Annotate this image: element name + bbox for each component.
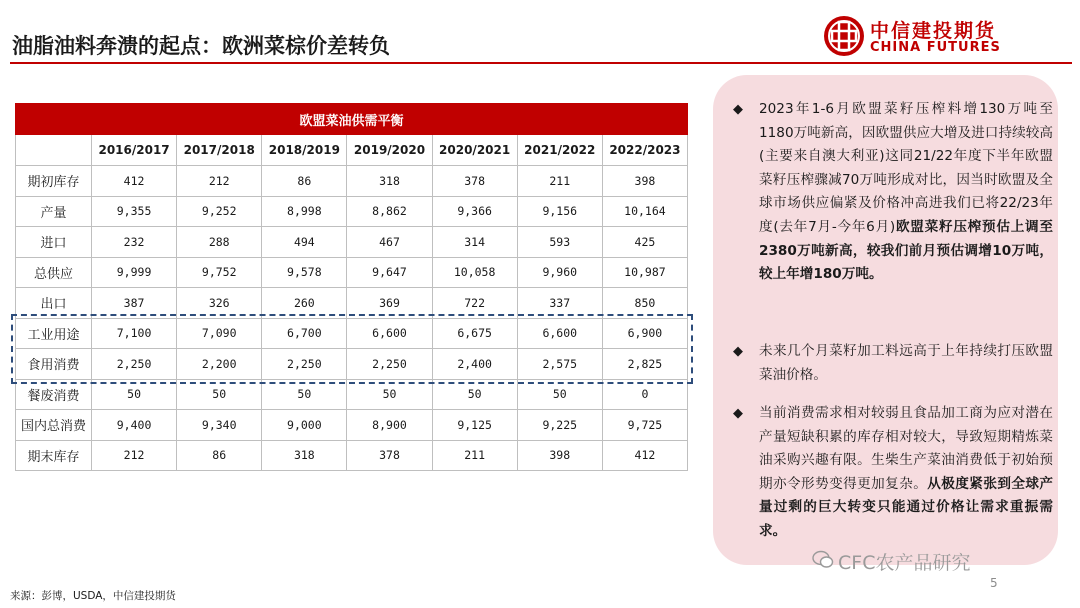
table-cell: 2,200 bbox=[177, 349, 262, 380]
table-cell: 2,250 bbox=[262, 349, 347, 380]
table-cell: 8,900 bbox=[347, 410, 432, 441]
table-cell: 2,400 bbox=[432, 349, 517, 380]
table-cell: 337 bbox=[517, 288, 602, 319]
table-cell: 86 bbox=[262, 166, 347, 197]
table-cell: 9,225 bbox=[517, 410, 602, 441]
table-cell: 9,340 bbox=[177, 410, 262, 441]
table-cell: 378 bbox=[347, 440, 432, 471]
table-cell: 232 bbox=[92, 227, 177, 258]
diamond-bullet-icon: ◆ bbox=[733, 406, 743, 421]
table-cell: 722 bbox=[432, 288, 517, 319]
table-cell: 398 bbox=[602, 166, 687, 197]
citic-logo-icon bbox=[822, 14, 866, 58]
table-cell: 10,987 bbox=[602, 257, 687, 288]
table-cell: 412 bbox=[92, 166, 177, 197]
table-cell: 398 bbox=[517, 440, 602, 471]
table-cell: 212 bbox=[177, 166, 262, 197]
table-cell: 8,862 bbox=[347, 196, 432, 227]
table-row bbox=[16, 440, 688, 471]
table-row bbox=[16, 257, 688, 288]
row-label: 期初库存 bbox=[16, 166, 92, 197]
table-cell: 50 bbox=[432, 379, 517, 410]
bullet-point bbox=[733, 402, 1053, 544]
table-cell: 2,825 bbox=[602, 349, 687, 380]
table-cell: 425 bbox=[602, 227, 687, 258]
table-cell: 50 bbox=[262, 379, 347, 410]
table-cell: 9,960 bbox=[517, 257, 602, 288]
bullet-text: 未来几个月菜籽加工料远高于上年持续打压欧盟菜油价格。 bbox=[759, 343, 1053, 383]
table-cell: 212 bbox=[92, 440, 177, 471]
table-cell: 6,700 bbox=[262, 318, 347, 349]
table-cell: 50 bbox=[92, 379, 177, 410]
table-cell: 2,575 bbox=[517, 349, 602, 380]
table-cell: 0 bbox=[602, 379, 687, 410]
table-cell: 260 bbox=[262, 288, 347, 319]
bullet-point bbox=[733, 340, 1053, 387]
supply-demand-table bbox=[15, 103, 688, 471]
table-cell: 50 bbox=[177, 379, 262, 410]
table-cell: 211 bbox=[432, 440, 517, 471]
table-cell: 50 bbox=[347, 379, 432, 410]
table-cell: 9,725 bbox=[602, 410, 687, 441]
table-row bbox=[16, 410, 688, 441]
logo-english-name: CHINA FUTURES bbox=[870, 40, 1001, 55]
table-cell: 9,400 bbox=[92, 410, 177, 441]
table-cell: 318 bbox=[347, 166, 432, 197]
table-cell: 387 bbox=[92, 288, 177, 319]
table-cell: 2,250 bbox=[92, 349, 177, 380]
row-label: 总供应 bbox=[16, 257, 92, 288]
row-label: 进口 bbox=[16, 227, 92, 258]
table-cell: 9,355 bbox=[92, 196, 177, 227]
page-number: 5 bbox=[990, 576, 998, 590]
row-label: 工业用途 bbox=[16, 318, 92, 349]
table-cell: 7,090 bbox=[177, 318, 262, 349]
table-cell: 9,125 bbox=[432, 410, 517, 441]
table-cell: 10,058 bbox=[432, 257, 517, 288]
table-cell: 9,156 bbox=[517, 196, 602, 227]
table-cell: 9,999 bbox=[92, 257, 177, 288]
row-label: 食用消费 bbox=[16, 349, 92, 380]
table-cell: 86 bbox=[177, 440, 262, 471]
table-cell: 7,100 bbox=[92, 318, 177, 349]
column-header: 2022/2023 bbox=[602, 135, 687, 166]
table-cell: 6,675 bbox=[432, 318, 517, 349]
table-cell: 6,600 bbox=[347, 318, 432, 349]
table-cell: 50 bbox=[517, 379, 602, 410]
title-underline bbox=[10, 62, 1072, 64]
highlight-box bbox=[11, 314, 693, 384]
source-note: 来源：彭博，USDA，中信建投期货 bbox=[10, 590, 176, 602]
bullet-text: 2023年1-6月欧盟菜籽压榨料增130万吨至1180万吨新高，因欧盟供应大增及进口持续较高(主要来自澳大利亚)这同21/22年度下半年欧盟菜籽压榨骤减70万吨形成对比，因当时欧盟及全球市场供应偏紧及价格冲高进我们已将22/23年度(去年7月-今年6月) bbox=[759, 101, 1053, 235]
table-cell: 9,752 bbox=[177, 257, 262, 288]
table-cell: 369 bbox=[347, 288, 432, 319]
row-label: 出口 bbox=[16, 288, 92, 319]
diamond-bullet-icon: ◆ bbox=[733, 344, 743, 359]
column-header: 2021/2022 bbox=[517, 135, 602, 166]
table-row bbox=[16, 196, 688, 227]
column-header: 2020/2021 bbox=[432, 135, 517, 166]
table-cell: 494 bbox=[262, 227, 347, 258]
table-cell: 288 bbox=[177, 227, 262, 258]
table-row bbox=[16, 227, 688, 258]
page-title: 油脂油料奔溃的起点：欧洲菜棕价差转负 bbox=[12, 34, 390, 58]
bullet-point bbox=[733, 98, 1053, 287]
table-cell: 6,600 bbox=[517, 318, 602, 349]
table-cell: 467 bbox=[347, 227, 432, 258]
watermark-text: CFC农产品研究 bbox=[838, 552, 971, 574]
bullet-text-bold: 欧盟菜籽压榨预估上调至2380万吨新高，较我们前月预估调增10万吨，较上年增180万吨。 bbox=[759, 218, 1053, 283]
row-label: 餐废消费 bbox=[16, 379, 92, 410]
table-cell: 211 bbox=[517, 166, 602, 197]
row-label: 国内总消费 bbox=[16, 410, 92, 441]
column-header: 2018/2019 bbox=[262, 135, 347, 166]
table-cell: 2,250 bbox=[347, 349, 432, 380]
row-label: 产量 bbox=[16, 196, 92, 227]
column-header: 2016/2017 bbox=[92, 135, 177, 166]
column-header bbox=[16, 135, 92, 166]
table-cell: 9,000 bbox=[262, 410, 347, 441]
column-header: 2019/2020 bbox=[347, 135, 432, 166]
table-cell: 10,164 bbox=[602, 196, 687, 227]
column-header: 2017/2018 bbox=[177, 135, 262, 166]
logo-chinese-name: 中信建投期货 bbox=[870, 20, 997, 42]
table-cell: 6,900 bbox=[602, 318, 687, 349]
table-cell: 314 bbox=[432, 227, 517, 258]
company-logo bbox=[822, 14, 1072, 60]
table-cell: 9,252 bbox=[177, 196, 262, 227]
table-cell: 378 bbox=[432, 166, 517, 197]
wechat-icon bbox=[812, 550, 834, 570]
table-row bbox=[16, 166, 688, 197]
table-cell: 318 bbox=[262, 440, 347, 471]
table-caption: 欧盟菜油供需平衡 bbox=[16, 104, 688, 135]
bullet-text: 当前消费需求相对较弱且食品加工商为应对潜在产量短缺积累的库存相对较大，导致短期精炼菜油采购兴趣有限。生柴生产菜油消费低于初始预期亦令形势变得更加复杂。 bbox=[759, 405, 1053, 492]
table-cell: 593 bbox=[517, 227, 602, 258]
bullet-text-bold: 从极度紧张到全球产量过剩的巨大转变只能通过价格让需求重振需求。 bbox=[759, 475, 1054, 539]
table-cell: 9,578 bbox=[262, 257, 347, 288]
table-cell: 850 bbox=[602, 288, 687, 319]
table-cell: 8,998 bbox=[262, 196, 347, 227]
table-cell: 326 bbox=[177, 288, 262, 319]
table-cell: 412 bbox=[602, 440, 687, 471]
table-header-row bbox=[16, 135, 688, 166]
table-cell: 9,647 bbox=[347, 257, 432, 288]
diamond-bullet-icon: ◆ bbox=[733, 102, 743, 117]
table-cell: 9,366 bbox=[432, 196, 517, 227]
row-label: 期末库存 bbox=[16, 440, 92, 471]
